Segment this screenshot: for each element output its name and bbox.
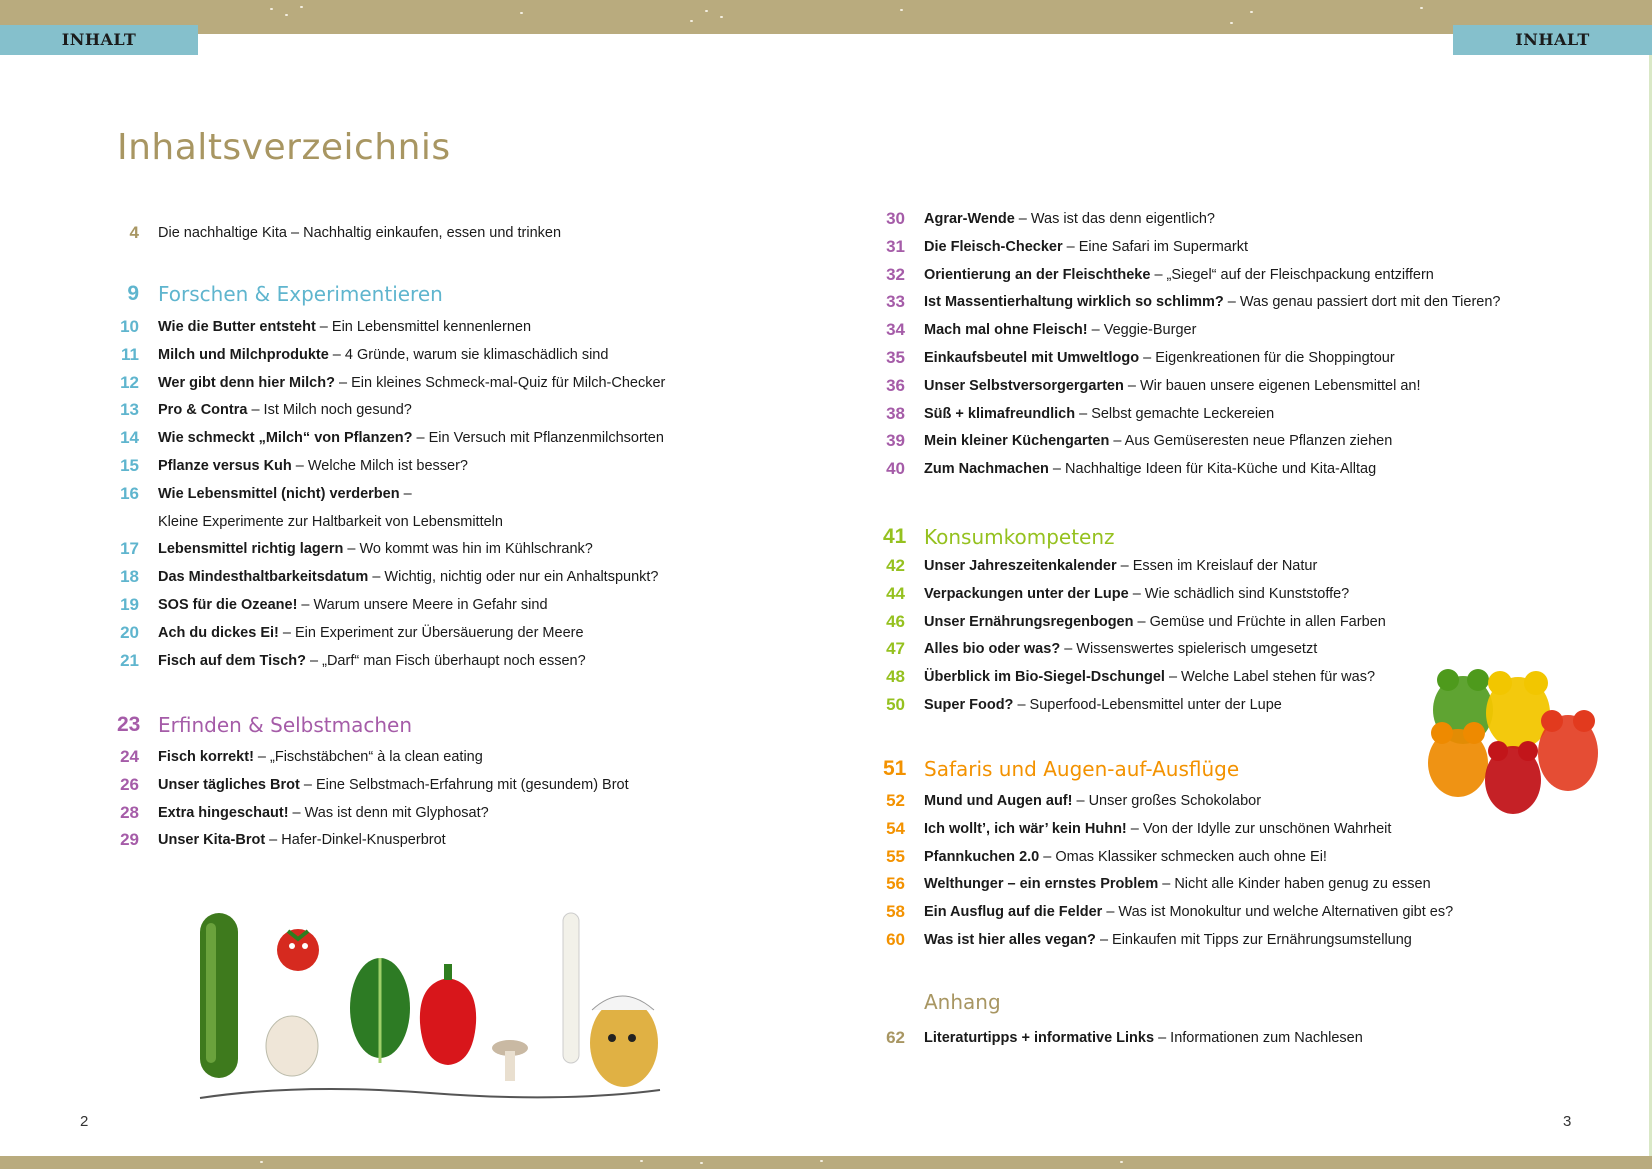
toc-entry-title: Süß + klimafreundlich	[924, 405, 1076, 422]
toc-entry-title: Agrar-Wende	[924, 211, 1015, 227]
toc-entry-page: 39	[886, 431, 905, 451]
toc-entry-subtitle: – Wo kommt was hin im Kühlschrank?	[343, 541, 593, 558]
intro-text: Die nachhaltige Kita – Nachhaltig einkaufen, essen und trinken	[158, 225, 562, 241]
band-speck	[705, 10, 708, 12]
cucumber-icon	[200, 913, 238, 1078]
toc-entry-page: 35	[886, 348, 905, 367]
toc-entry-subtitle: – Wir bauen unsere eigenen Lebensmittel an!	[1123, 377, 1421, 394]
toc-entry-subtitle: – 4 Gründe, warum sie klimaschädlich sind	[328, 346, 609, 363]
toc-entry-text	[158, 314, 531, 340]
toc-entry-page: 46	[886, 611, 905, 631]
toc-entry-subtitle: – Von der Idylle zur unschönen Wahrheit	[1126, 820, 1392, 837]
top-band	[0, 0, 1652, 34]
toc-entry-title: Pfannkuchen 2.0	[924, 848, 1040, 865]
toc-entry-subtitle: – Ein kleines Schmeck-mal-Quiz für Milch-Checker	[334, 374, 666, 391]
toc-entry-text	[158, 827, 446, 853]
toc-entry-page: 47	[886, 639, 905, 659]
toc-entry-text	[924, 289, 1500, 315]
toc-entry-title: Unser Kita-Brot	[158, 832, 266, 849]
toc-entry-text	[924, 816, 1391, 842]
section-title: Konsumkompetenz	[924, 525, 1115, 549]
toc-entry-title: Fisch auf dem Tisch?	[158, 652, 306, 669]
band-speck	[270, 8, 273, 10]
toc-entry-subtitle: – Gemüse und Früchte in allen Farben	[1133, 613, 1386, 630]
toc-entry-page: 14	[120, 428, 139, 448]
toc-entry-subtitle: – Einkaufen mit Tipps zur Ernährungsumstellung	[1095, 932, 1412, 948]
toc-entry-subtitle: – Eigenkreationen für die Shoppingtour	[1139, 350, 1395, 366]
header-tab-left: INHALT	[0, 25, 198, 55]
toc-entry-text	[158, 620, 584, 646]
section-title: Anhang	[924, 990, 1001, 1014]
toc-entry-text	[924, 692, 1282, 718]
toc-entry-page: 56	[886, 874, 905, 894]
toc-entry-title: Literaturtipps + informative Links	[924, 1030, 1155, 1046]
page-number-left: 2	[80, 1113, 89, 1130]
toc-entry-text	[158, 592, 548, 618]
toc-entry-text	[158, 397, 412, 423]
toc-entry-title: Mund und Augen auf!	[924, 793, 1073, 809]
toc-entry-title: Unser Jahreszeitenkalender	[924, 558, 1117, 574]
toc-entry-text	[158, 564, 658, 590]
toc-entry-page: 20	[120, 622, 139, 642]
toc-entry-subtitle: – Informationen zum Nachlesen	[1154, 1030, 1363, 1046]
toc-entry-title: Unser Selbstversorgergarten	[924, 377, 1124, 394]
band-speck	[260, 1161, 263, 1163]
toc-entry-text	[158, 370, 665, 396]
toc-entry-text	[158, 772, 629, 798]
toc-entry-subtitle: – Ist Milch noch gesund?	[247, 402, 412, 419]
toc-entry-subtitle: – Was ist das denn eigentlich?	[1014, 211, 1215, 227]
toc-entry-page: 30	[886, 209, 905, 228]
toc-entry-subtitle: – Wichtig, nichtig oder nur ein Anhaltspunkt?	[368, 569, 659, 586]
toc-entry-text	[924, 553, 1317, 579]
toc-entry-page: 32	[886, 264, 905, 284]
toc-entry-text	[924, 317, 1196, 343]
toc-entry-text	[924, 581, 1349, 607]
toc-entry-subtitle: – Eine Safari im Supermarkt	[1062, 238, 1248, 255]
toc-entry-text	[924, 401, 1274, 427]
toc-entry-subtitle: – Was ist denn mit Glyphosat?	[288, 804, 489, 821]
toc-entry-page: 52	[886, 791, 905, 810]
band-speck	[300, 6, 303, 8]
band-speck	[700, 1162, 703, 1164]
band-speck	[1120, 1161, 1123, 1163]
band-speck	[900, 9, 903, 11]
toc-entry-page: 18	[120, 567, 139, 587]
section-page: 51	[883, 757, 907, 780]
toc-entry-page: 38	[886, 403, 905, 423]
band-speck	[1230, 22, 1233, 24]
toc-entry-page: 15	[120, 456, 139, 475]
toc-entry-title: Wie Lebensmittel (nicht) verderben	[158, 485, 400, 502]
section-title: Forschen & Experimentieren	[158, 282, 443, 306]
toc-entry-subtitle: – Superfood-Lebensmittel unter der Lupe	[1013, 697, 1282, 713]
toc-entry-page: 17	[120, 539, 139, 559]
section-title: Safaris und Augen-auf-Ausflüge	[924, 757, 1240, 781]
toc-entry-text	[158, 453, 468, 479]
toc-entry-text	[924, 373, 1421, 399]
toc-entry-page: 24	[120, 747, 139, 766]
toc-entry-text	[158, 481, 412, 507]
toc-entry-subtitle: – Welche Label stehen für was?	[1164, 669, 1376, 686]
toc-entry-title: Fisch korrekt!	[158, 749, 254, 765]
toc-entry-title: Einkaufsbeutel mit Umweltlogo	[924, 350, 1140, 366]
tomato-icon	[277, 929, 319, 971]
toc-entry-text	[924, 788, 1261, 814]
toc-entry-page: 44	[886, 583, 905, 603]
band-speck	[1420, 7, 1423, 9]
toc-entry-subtitle: – „Fischstäbchen“ à la clean eating	[253, 749, 483, 765]
toc-entry-subtitle: – Nicht alle Kinder haben genug zu essen	[1158, 876, 1431, 893]
toc-entry-title: Lebensmittel richtig lagern	[158, 541, 344, 558]
toc-entry-subtitle: – Ein Versuch mit Pflanzenmilchsorten	[412, 430, 664, 447]
toc-entry-page: 16	[120, 483, 139, 503]
toc-entry-page: 19	[120, 595, 139, 614]
intro-page: 4	[129, 223, 139, 242]
toc-entry-page: 12	[120, 372, 139, 392]
toc-entry-text	[158, 536, 593, 562]
toc-entry-subtitle: Kleine Experimente zur Haltbarkeit von Lebensmitteln	[158, 513, 503, 530]
toc-entry-text	[158, 509, 503, 535]
toc-entry-page: 11	[121, 344, 139, 364]
toc-entry-title: Wer gibt denn hier Milch?	[158, 374, 335, 391]
band-speck	[720, 16, 723, 18]
toc-entry-page: 33	[886, 292, 905, 312]
toc-entry-title: Überblick im Bio-Siegel-Dschungel	[924, 669, 1165, 686]
toc-entry-page: 50	[886, 695, 905, 714]
toc-entry-page: 58	[886, 902, 905, 922]
toc-entry-subtitle: – Selbst gemachte Leckereien	[1075, 405, 1275, 422]
page-number-right: 3	[1563, 1113, 1572, 1130]
toc-entry-title: Unser tägliches Brot	[158, 776, 300, 793]
toc-entry-title: Welthunger – ein ernstes Problem	[924, 876, 1159, 893]
toc-entry-subtitle: – Nachhaltige Ideen für Kita-Küche und Kita-Alltag	[1048, 461, 1377, 478]
toc-entry-title: SOS für die Ozeane!	[158, 597, 298, 613]
toc-entry-title: Ach du dickes Ei!	[158, 624, 279, 641]
toc-entry-title: Die Fleisch-Checker	[924, 238, 1063, 255]
toc-entry-text	[924, 871, 1431, 897]
section-page: 9	[127, 282, 139, 305]
toc-entry-subtitle: – Ein Lebensmittel kennenlernen	[315, 319, 532, 335]
band-speck	[1250, 11, 1253, 13]
toc-entry-subtitle: – Was ist Monokultur und welche Alternativen gibt es?	[1102, 904, 1454, 921]
toc-entry-text	[924, 206, 1215, 232]
toc-entry-subtitle: – Welche Milch ist besser?	[291, 458, 468, 474]
header-tab-right: INHALT	[1453, 25, 1652, 55]
toc-entry-text	[924, 262, 1434, 288]
band-speck	[640, 1160, 643, 1162]
toc-entry-page: 42	[886, 556, 905, 575]
toc-entry-title: Unser Ernährungsregenbogen	[924, 613, 1134, 630]
band-speck	[520, 12, 523, 14]
toc-entry-page: 36	[886, 375, 905, 395]
toc-entry-subtitle: – Warum unsere Meere in Gefahr sind	[297, 597, 548, 613]
toc-entry-text	[158, 425, 664, 451]
toc-entry-text	[924, 844, 1327, 870]
toc-entry-page: 62	[886, 1028, 905, 1047]
bottom-band	[0, 1156, 1652, 1169]
section-page: 41	[883, 525, 907, 548]
toc-entry-subtitle: – Omas Klassiker schmecken auch ohne Ei!	[1039, 848, 1327, 865]
toc-entry-title: Orientierung an der Fleischtheke	[924, 266, 1151, 283]
garlic-icon	[266, 1016, 318, 1076]
toc-entry-page: 21	[120, 650, 139, 670]
toc-entry-page: 34	[886, 320, 905, 340]
toc-entry-title: Mach mal ohne Fleisch!	[924, 322, 1088, 339]
toc-entry-text	[924, 664, 1375, 690]
gummy-bear-icon	[1428, 669, 1598, 814]
toc-entry-text	[158, 342, 608, 368]
toc-entry-subtitle: – „Darf“ man Fisch überhaupt noch essen?	[306, 652, 586, 669]
band-speck	[690, 20, 693, 22]
potato-icon	[590, 999, 658, 1087]
gummy-bears-image	[1418, 655, 1604, 825]
toc-entry-subtitle: – Essen im Kreislauf der Natur	[1116, 558, 1318, 574]
vegetable-characters-illustration	[180, 898, 680, 1113]
toc-entry-text	[924, 609, 1386, 635]
toc-entry-page: 10	[120, 317, 139, 336]
toc-entry-text	[924, 927, 1412, 953]
toc-entry-page: 40	[886, 459, 905, 479]
band-speck	[820, 1160, 823, 1162]
toc-entry-text	[924, 234, 1248, 260]
toc-entry-text	[924, 899, 1453, 925]
toc-entry-title: Was ist hier alles vegan?	[924, 932, 1096, 948]
toc-entry-subtitle: – Wissenswertes spielerisch umgesetzt	[1060, 641, 1318, 658]
toc-entry-title: Ist Massentierhaltung wirklich so schlimm?	[924, 294, 1224, 311]
toc-entry-title: Wie die Butter entsteht	[158, 319, 316, 335]
toc-entry-title: Alles bio oder was?	[924, 641, 1061, 658]
toc-entry-subtitle: – Veggie-Burger	[1087, 322, 1197, 339]
toc-entry-text	[924, 636, 1317, 662]
toc-entry-title: Zum Nachmachen	[924, 461, 1049, 478]
toc-entry-page: 29	[120, 830, 139, 850]
toc-entry-page: 54	[886, 818, 905, 838]
toc-entry-text	[158, 744, 483, 770]
toc-entry-title: Ich wollt’, ich wär’ kein Huhn!	[924, 820, 1127, 837]
toc-entry-title: Das Mindesthaltbarkeitsdatum	[158, 569, 369, 586]
toc-entry-title: Mein kleiner Küchengarten	[924, 433, 1110, 450]
toc-entry-text	[924, 1025, 1363, 1051]
toc-entry-text	[158, 648, 586, 674]
section-page: 23	[117, 713, 141, 736]
toc-entry-subtitle: – Ein Experiment zur Übersäuerung der Meere	[278, 624, 584, 641]
toc-entry-title: Milch und Milchprodukte	[158, 346, 329, 363]
toc-entry-subtitle: – Was genau passiert dort mit den Tieren?	[1223, 294, 1501, 311]
pepper-icon	[420, 978, 476, 1065]
page-title: Inhaltsverzeichnis	[117, 127, 451, 168]
toc-entry-subtitle: – Unser großes Schokolabor	[1072, 793, 1262, 809]
section-title: Erfinden & Selbstmachen	[158, 713, 413, 737]
toc-entry-page: 13	[120, 400, 139, 420]
toc-entry-title: Extra hingeschaut!	[158, 804, 289, 821]
toc-entry-page: 31	[886, 236, 905, 256]
toc-entry-subtitle: – Hafer-Dinkel-Knusperbrot	[265, 832, 446, 849]
asparagus-icon	[563, 913, 579, 1063]
band-speck	[285, 14, 288, 16]
toc-entry-title: Super Food?	[924, 697, 1014, 713]
toc-entry-page: 28	[120, 802, 139, 822]
toc-entry-text	[158, 800, 489, 826]
toc-entry-text	[924, 456, 1376, 482]
toc-entry-subtitle: – Wie schädlich sind Kunststoffe?	[1128, 585, 1350, 602]
toc-entry-title: Verpackungen unter der Lupe	[924, 585, 1129, 602]
toc-entry-subtitle: – Eine Selbstmach-Erfahrung mit (gesundem) Brot	[299, 776, 629, 793]
toc-entry-subtitle: – „Siegel“ auf der Fleischpackung entziffern	[1150, 266, 1434, 283]
toc-entry-page: 26	[120, 774, 139, 794]
toc-entry-subtitle: –	[399, 485, 412, 502]
toc-entry-page: 48	[886, 667, 905, 687]
toc-entry-title: Pro & Contra	[158, 402, 248, 419]
toc-entry-subtitle: – Aus Gemüseresten neue Pflanzen ziehen	[1109, 433, 1393, 450]
toc-entry-title: Ein Ausflug auf die Felder	[924, 904, 1103, 921]
toc-entry-text	[924, 428, 1392, 454]
toc-entry-page: 55	[886, 846, 905, 866]
toc-entry-title: Pflanze versus Kuh	[158, 458, 292, 474]
toc-entry-title: Wie schmeckt „Milch“ von Pflanzen?	[158, 430, 413, 447]
toc-entry-text	[924, 345, 1395, 371]
toc-entry-page: 60	[886, 930, 905, 949]
